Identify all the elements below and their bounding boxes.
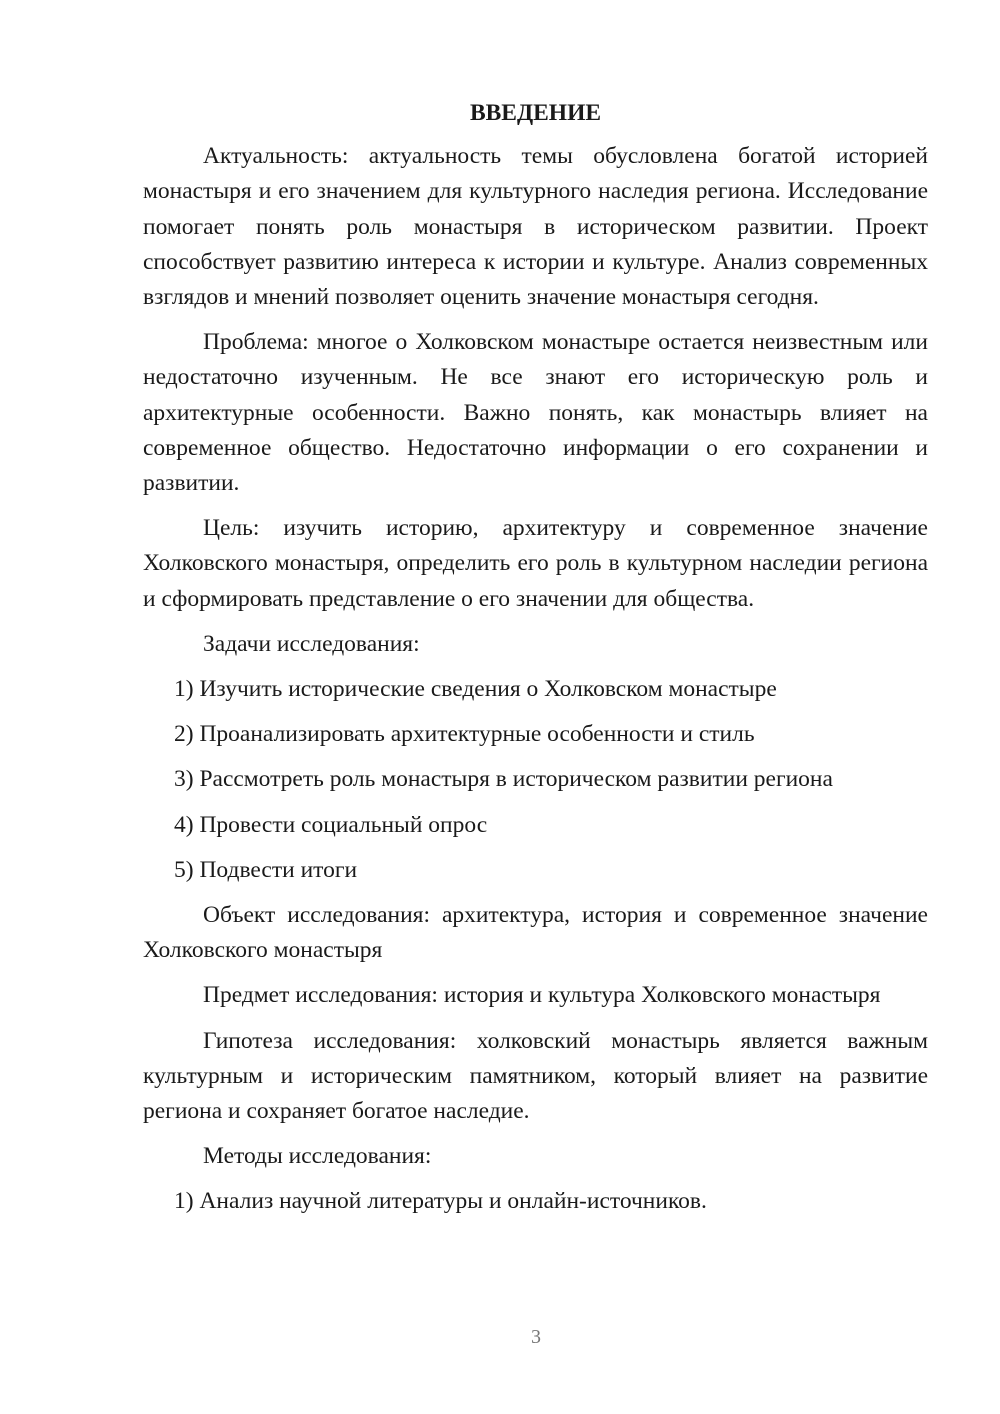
page-title: ВВЕДЕНИЕ xyxy=(469,100,602,126)
task-item: 4) Провести социальный опрос xyxy=(174,811,488,838)
paragraph-goal: Цель: изучить историю, архитектуру и современное значение Холковского монастыря, определить его роль в культурном наследии региона и сформировать представление о его значении для общества. xyxy=(143,515,928,612)
task-item: 1) Изучить исторические сведения о Холковском монастыре xyxy=(174,676,777,703)
paragraph-subject: Предмет исследования: история и культура Холковского монастыря xyxy=(203,982,881,1009)
paragraph-problem: Проблема: многое о Холковском монастыре остается неизвестным или недостаточно изученным. Не все знают его историческую роль и архитектурные особенности. Важно понять, как монастырь влияет на современное общество. Недостаточно информации о его сохранении и развитии. xyxy=(143,329,928,497)
page-number: 3 xyxy=(531,1326,541,1348)
task-item: 2) Проанализировать архитектурные особенности и стиль xyxy=(174,721,755,748)
tasks-heading: Задачи исследования: xyxy=(203,630,420,657)
task-item: 5) Подвести итоги xyxy=(174,856,358,883)
methods-heading: Методы исследования: xyxy=(203,1143,432,1170)
paragraph-hypothesis: Гипотеза исследования: холковский монастырь является важным культурным и историческим памятником, который влияет на развитие региона и сохраняет богатое наследие. xyxy=(143,1027,928,1125)
paragraph-object: Объект исследования: архитектура, история и современное значение Холковского монастыря xyxy=(143,902,928,964)
task-item: 3) Рассмотреть роль монастыря в историческом развитии региона xyxy=(174,766,833,793)
paragraph-relevance: Актуальность: актуальность темы обусловлена богатой историей монастыря и его значением для культурного наследия региона. Исследование помогает понять роль монастыря в историческом развитии. Проект способствует развитию интереса к истории и культуре. Анализ современных взглядов и мнений позволяет оценить значение монастыря сегодня. xyxy=(143,143,928,311)
page-content xyxy=(143,96,928,1230)
method-item: 1) Анализ научной литературы и онлайн-источников. xyxy=(174,1188,707,1215)
